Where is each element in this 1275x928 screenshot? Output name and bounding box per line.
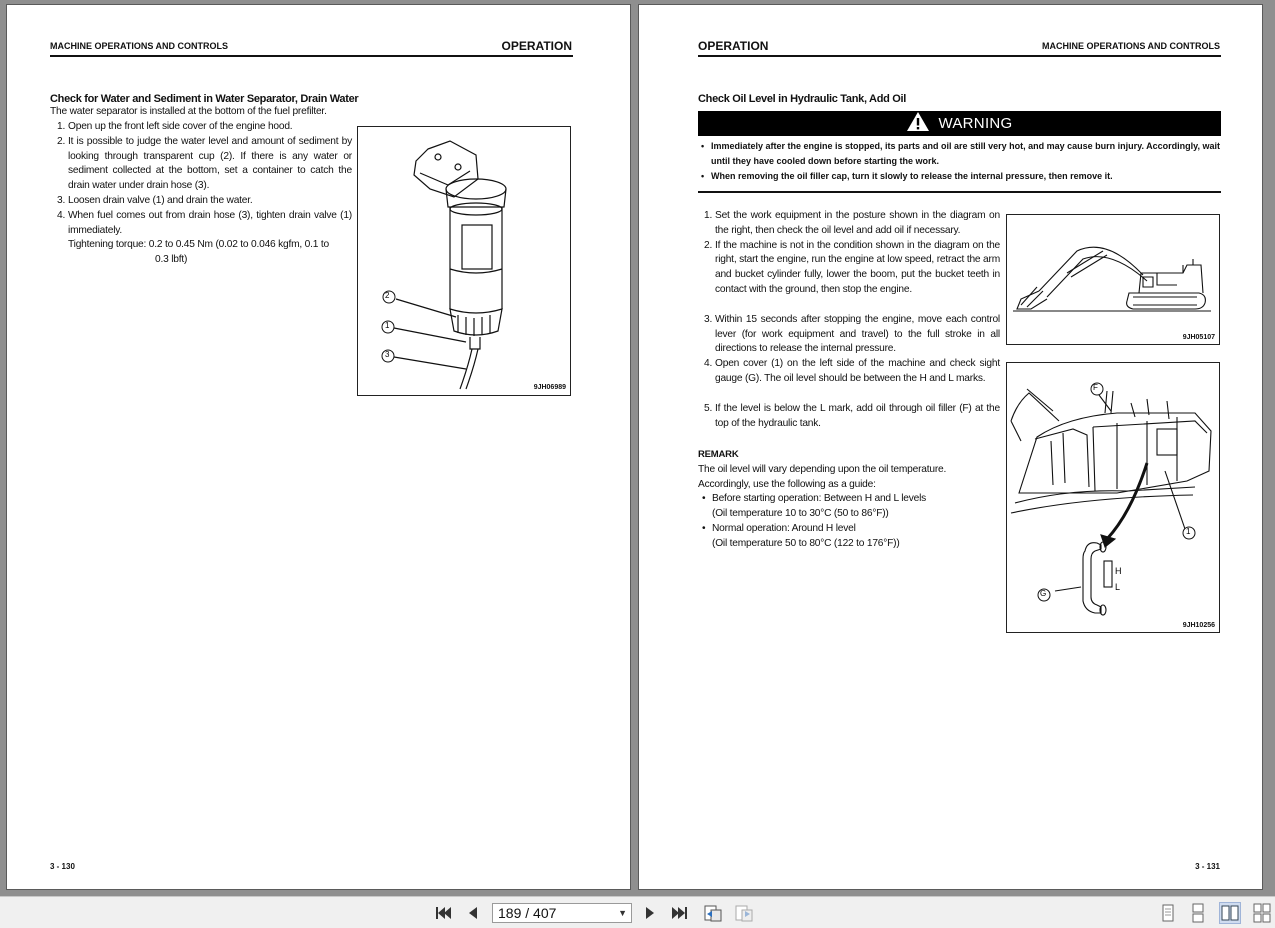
go-back-icon[interactable] <box>703 903 723 923</box>
water-separator-figure <box>357 126 571 396</box>
previous-page-icon[interactable] <box>463 903 483 923</box>
hydraulic-tank-illustration <box>1007 363 1219 632</box>
step-text: If the level is below the L mark, add oil through oil filler (F) at the top of the hydraulic tank. <box>715 402 1000 429</box>
torque-spec <box>51 238 352 268</box>
step-text: If the machine is not in the condition shown in the diagram on the right, start the engine, run the engine at low speed, retract the arm and bucket cylinder fully, lower the boom, put the bucket teeth in contact with the ground, then stop the engine. <box>715 239 1000 295</box>
remark-block <box>698 448 998 552</box>
left-step <box>51 209 352 239</box>
label-cover: 1 <box>1186 527 1191 536</box>
step-number: 2. <box>57 135 66 147</box>
step-text: Open cover (1) on the left side of the machine and check sight gauge (G). The oil level should be between the H and L marks. <box>715 358 1000 384</box>
label-low: L <box>1115 582 1121 592</box>
remark-line: The oil level will vary depending upon the oil temperature. <box>698 463 947 475</box>
step-text: Open up the front left side cover of the engine hood. <box>68 121 293 132</box>
water-separator-illustration <box>358 127 570 395</box>
right-header-rule <box>698 55 1221 57</box>
remark-title: REMARK <box>698 449 739 460</box>
label-gauge: G <box>1040 589 1047 598</box>
left-header-section: MACHINE OPERATIONS AND CONTROLS <box>50 41 229 51</box>
callout-label: 3 <box>385 350 390 359</box>
left-section-title: Check for Water and Sediment in Water Separator, Drain Water <box>50 93 359 105</box>
continuous-facing-view-icon[interactable] <box>1252 903 1272 923</box>
right-step <box>698 209 1000 239</box>
warning-label: WARNING <box>938 115 1013 132</box>
right-header-section: MACHINE OPERATIONS AND CONTROLS <box>1041 41 1220 51</box>
step-number: 1. <box>57 121 66 132</box>
warning-bottom-rule <box>698 191 1221 193</box>
step-number: 2. <box>704 239 713 251</box>
right-step <box>698 239 1000 298</box>
torque-label: Tightening torque: <box>68 239 147 251</box>
excavator-posture-figure <box>1006 214 1220 345</box>
facing-view-icon[interactable] <box>1220 903 1240 923</box>
right-page <box>638 4 1263 890</box>
step-number: 4. <box>704 358 713 370</box>
guide-item-detail: (Oil temperature 10 to 30°C (50 to 86°F)) <box>712 508 889 520</box>
figure-code: 9JH05107 <box>1182 334 1215 341</box>
right-header-chapter: OPERATION <box>698 39 769 53</box>
step-number: 1. <box>704 210 713 221</box>
remark-line: Accordingly, use the following as a guide: <box>698 478 876 490</box>
step-text: Within 15 seconds after stopping the engine, move each control lever (for work equipment and travel) to the full stroke in all directions to release the internal pressure. <box>715 313 1000 355</box>
guide-item-label: • Before starting operation: Between H and L levels <box>698 492 998 507</box>
excavator-posture-illustration <box>1007 215 1219 344</box>
figure-code: 9JH10256 <box>1182 622 1215 629</box>
step-text: It is possible to judge the water level and amount of sediment by looking through transparent cup (2). If there is any water or sediment collected at the bottom, set a container to catch the drain water under drain hose (3). <box>68 135 352 192</box>
hydraulic-tank-figure <box>1006 362 1220 633</box>
label-high: H <box>1115 566 1122 576</box>
left-step <box>51 120 352 135</box>
left-header-rule <box>50 55 573 57</box>
right-step <box>698 357 1000 387</box>
first-page-icon[interactable] <box>433 903 453 923</box>
single-page-view-icon[interactable] <box>1158 903 1178 923</box>
guide-item-label: • Normal operation: Around H level <box>698 522 998 537</box>
torque-value: 0.2 to 0.45 Nm (0.02 to 0.046 kgfm, 0.1 to <box>148 239 329 251</box>
warning-item: • When removing the oil filler cap, turn it slowly to release the internal pressure, then remove it. <box>701 169 1221 184</box>
figure-code: 9JH06989 <box>533 384 566 391</box>
left-steps <box>51 120 352 268</box>
guide-item-detail: (Oil temperature 50 to 80°C (122 to 176°F)) <box>712 537 900 549</box>
warning-item: • Immediately after the engine is stopped, its parts and oil are still very hot, and may cause burn injury. Accordingly, wait until they have cooled down before starting the work. <box>701 139 1221 169</box>
continuous-view-icon[interactable] <box>1188 903 1208 923</box>
callout-label: 1 <box>385 321 390 330</box>
callout-label: 2 <box>385 291 390 300</box>
page-number-input[interactable] <box>492 903 632 923</box>
left-page <box>6 4 631 890</box>
right-steps <box>698 209 1000 431</box>
step-number: 3. <box>704 313 713 325</box>
go-forward-icon[interactable] <box>734 903 754 923</box>
right-step <box>698 313 1000 357</box>
left-step <box>51 194 352 209</box>
chevron-down-icon[interactable]: ▼ <box>618 908 627 918</box>
step-text: When fuel comes out from drain hose (3), tighten drain valve (1) immediately. <box>68 209 352 236</box>
step-number: 5. <box>704 402 713 414</box>
left-page-number: 3 - 130 <box>50 862 75 871</box>
left-header-chapter: OPERATION <box>501 39 572 53</box>
label-filler: F <box>1093 383 1098 392</box>
left-intro: The water separator is installed at the bottom of the fuel prefilter. <box>50 106 327 117</box>
last-page-icon[interactable] <box>670 903 690 923</box>
right-section-title: Check Oil Level in Hydraulic Tank, Add Oil <box>698 93 907 105</box>
left-step <box>51 135 352 194</box>
warning-triangle-icon <box>906 111 930 132</box>
right-step <box>698 402 1000 432</box>
next-page-icon[interactable] <box>640 903 660 923</box>
navigation-toolbar <box>0 896 1275 928</box>
warning-banner <box>698 111 1221 136</box>
step-text: Set the work equipment in the posture shown in the diagram on the right, then check the oil level and add oil if necessary. <box>715 210 1000 236</box>
step-text: Loosen drain valve (1) and drain the water. <box>68 194 253 206</box>
torque-value-cont: 0.3 lbft) <box>155 254 188 266</box>
page-number-value: 189 / 407 <box>498 905 557 921</box>
step-number: 3. <box>57 194 66 206</box>
warning-list <box>701 139 1221 184</box>
right-page-number: 3 - 131 <box>1195 862 1220 871</box>
step-number: 4. <box>57 209 66 221</box>
